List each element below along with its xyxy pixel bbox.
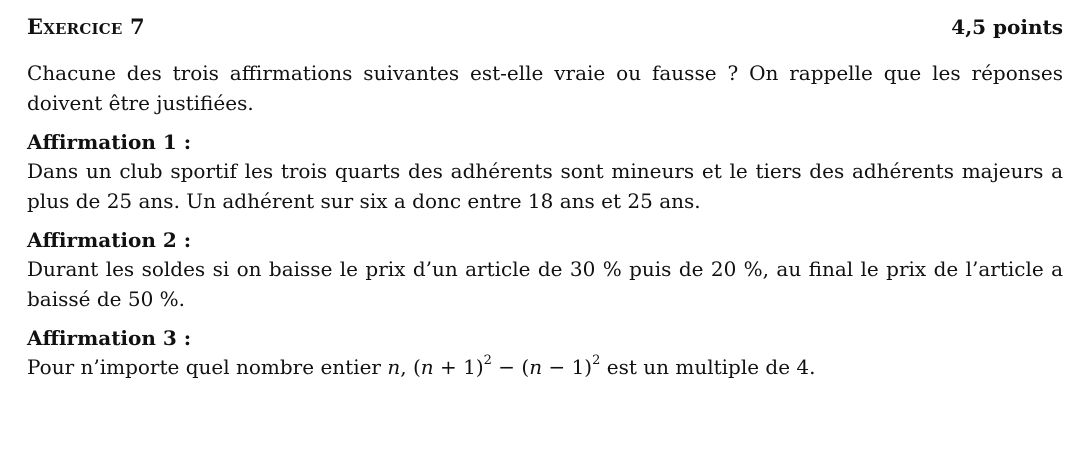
affirmation-2-title: Affirmation 2 : [27, 228, 192, 252]
expr-var-2: n [529, 355, 543, 379]
exercise-title: Exercice 7 [27, 14, 145, 39]
expr-exponent-2: 2 [592, 353, 601, 369]
affirmation-2 [27, 226, 1063, 314]
exercise-header [27, 14, 1063, 50]
affirmation-3-separator: , [400, 355, 413, 379]
math-expression [413, 355, 600, 379]
affirmation-3-text-after: est un multiple de 4. [600, 355, 816, 379]
affirmation-3 [27, 324, 1063, 382]
affirmation-2-text: Durant les soldes si on baisse le prix d’un article de 30 % puis de 20 %, au final le prix de l’article a baissé de 50 %. [27, 257, 1063, 311]
affirmation-3-title: Affirmation 3 : [27, 326, 192, 350]
expr-exponent-1: 2 [483, 353, 492, 369]
affirmation-1 [27, 128, 1063, 216]
exercise-page [27, 14, 1063, 382]
intro-text: Chacune des trois affirmations suivantes est-elle vraie ou fausse ? On rappelle que les réponses doivent être justifiées. [27, 61, 1063, 115]
affirmation-3-text-before: Pour n’importe quel nombre entier [27, 355, 388, 379]
expr-var-1: n [420, 355, 434, 379]
expr-close-1: + 1) [433, 355, 484, 379]
affirmation-1-text: Dans un club sportif les trois quarts des adhérents sont mineurs et le tiers des adhérents majeurs a plus de 25 ans. Un adhérent sur six a donc entre 18 ans et 25 ans. [27, 159, 1063, 213]
variable-n: n [387, 355, 401, 379]
exercise-points: 4,5 points [951, 15, 1063, 39]
expr-minus: − ( [491, 355, 530, 379]
expr-open-1: ( [412, 355, 421, 379]
affirmation-1-title: Affirmation 1 : [27, 130, 192, 154]
affirmation-3-text [27, 352, 1063, 382]
expr-close-2: − 1) [542, 355, 593, 379]
